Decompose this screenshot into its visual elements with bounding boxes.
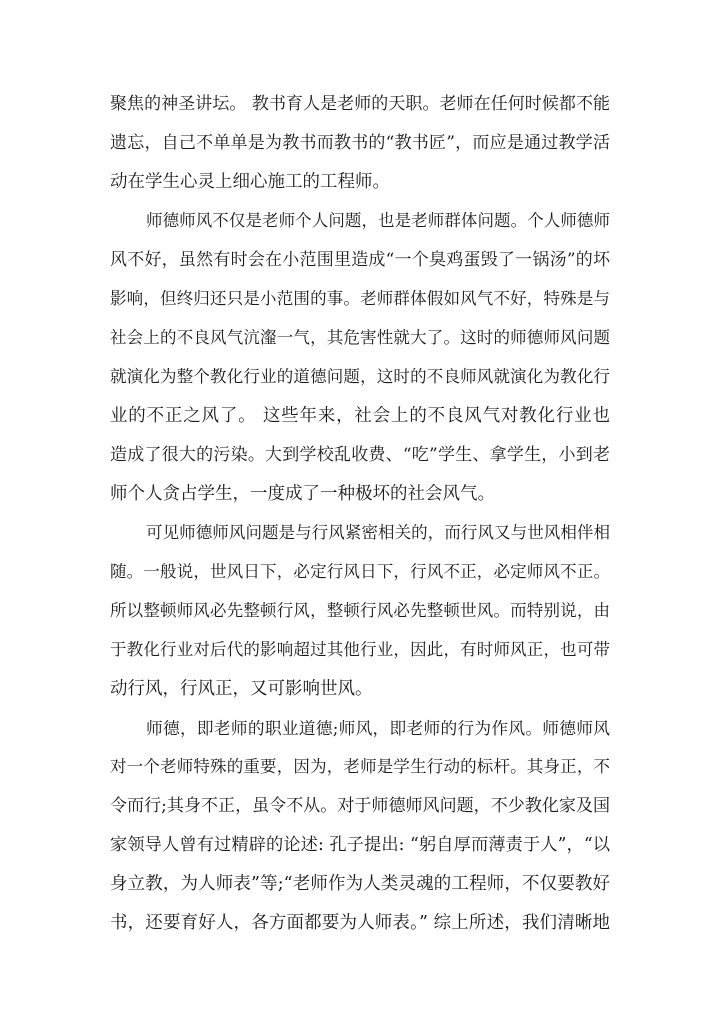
paragraph-2-line-8: 师个人贪占学生，一度成了一种极坏的社会风气。 [110,484,495,504]
paragraph-4-line-1: 师德，即老师的职业道德;师风，即老师的行为作风。师德师风 [146,718,610,738]
paragraph-3-line-2: 随。一般说，世风日下，必定行风日下，行风不正，必定师风不正。 [110,562,610,581]
paragraph-4-line-6: 书，还要育好人，各方面都要为人师表。” 综上所述，我们清晰地 [110,913,610,933]
paragraph-2-line-7: 造成了很大的污染。大到学校乱收费、“吃”学生、拿学生，小到老 [110,445,610,465]
paragraph-1-line-2: 遗忘，自己不单单是为教书而教书的“教书匠”，而应是通过教学活 [110,133,610,153]
paragraph-1-line-3: 动在学生心灵上细心施工的工程师。 [110,172,390,192]
paragraph-2-line-2: 风不好，虽然有时会在小范围里造成“一个臭鸡蛋毁了一锅汤”的坏 [110,250,610,270]
paragraph-2-line-1: 师德师风不仅是老师个人问题，也是老师群体问题。个人师德师 [146,211,610,230]
paragraph-4-line-5: 身立教，为人师表”等;“老师作为人类灵魂的工程师，不仅要教好 [110,874,610,894]
paragraph-2-line-3: 影响，但终归还只是小范围的事。老师群体假如风气不好，特殊是与 [110,289,610,308]
paragraph-3-line-5: 动行风，行风正，又可影响世风。 [110,679,373,699]
paragraph-2-line-4: 社会上的不良风气沆瀣一气，其危害性就大了。这时的师德师风问题 [110,328,610,347]
paragraph-3-line-4: 于教化行业对后代的影响超过其他行业，因此，有时师风正，也可带 [110,640,610,659]
paragraph-4-line-3: 令而行;其身不正，虽令不从。对于师德师风问题，不少教化家及国 [110,796,610,816]
paragraph-4-line-2: 对一个老师特殊的重要，因为，老师是学生行动的标杆。其身正，不 [110,757,610,776]
paragraph-4-line-4: 家领导人曾有过精辟的论述: 孔子提出: “躬自厚而薄责于人”，“以 [110,835,610,855]
paragraph-2-line-6: 业的不正之风了。 这些年来，社会上的不良风气对教化行业也 [110,406,610,426]
paragraph-3-line-3: 所以整顿师风必先整顿行风，整顿行风必先整顿世风。而特别说，由 [110,601,610,620]
paragraph-3-line-1: 可见师德师风问题是与行风紧密相关的，而行风又与世风相伴相 [146,523,610,542]
paragraph-1-line-1: 聚焦的神圣讲坛。 教书育人是老师的天职。老师在任何时候都不能 [110,94,610,114]
paragraph-2-line-5: 就演化为整个教化行业的道德问题，这时的不良师风就演化为教化行 [110,367,610,386]
